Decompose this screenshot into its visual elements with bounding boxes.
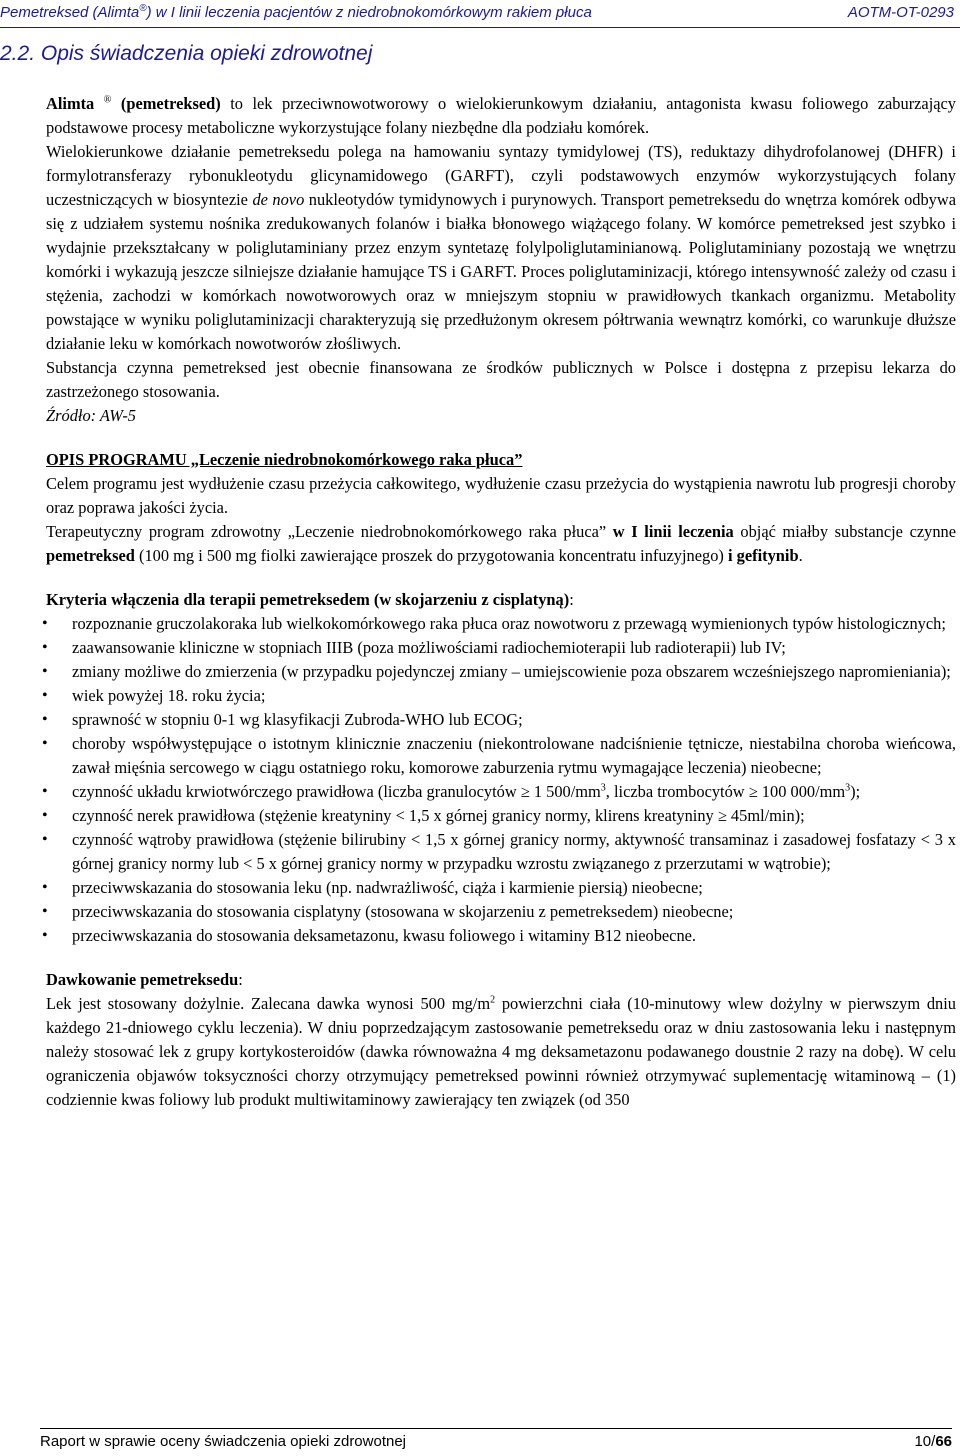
criteria-item: • przeciwwskazania do stosowania cisplatyny (stosowana w skojarzeniu z pemetreksedem) nieobecne; [42, 902, 734, 921]
section-title: 2.2. Opis świadczenia opieki zdrowotnej [0, 42, 373, 65]
footer-report-title: Raport w sprawie oceny świadczenia opieki zdrowotnej [40, 1433, 407, 1450]
header-code: AOTM-OT-0293 [847, 4, 954, 21]
criteria-item: • wiek powyżej 18. roku życia; [42, 686, 266, 705]
mechanism-paragraph: Wielokierunkowe działanie pemetreksedu polega na hamowaniu syntazy tymidylowej (TS), reduktazy dihydrofolanowej (DHFR) i formylotransferazy rybonukleotydu glicynamidowego (GARFT), czyli podstawowych enzymów wykorzystujących folany uczestniczących w biosyntezie de novo nukleotydów tymidynowych i purynowych. Transport pemetreksedu do wnętrza komórek odbywa się z udziałem systemu nośnika zredukowanych folanów i białka błonowego wiążącego folany. W komórce pemetreksed jest szybko i wydajnie przekształcany w poliglutaminiany przez enzym syntetazę folylpoliglutaminianową. Poliglutaminiany pozostają we wnętrzu komórki i wykazują jeszcze silniejsze działanie hamujące TS i GARFT. Proces poliglutaminizacji, którego intensywność zależy od czasu i stężenia, zachodzi w komórkach nowotworowych oraz w mniejszym stopniu w prawidłowych tkankach organizmu. Metabolity powstające w wyniku poliglutaminizacji charakteryzują się przedłużonym okresem półtrwania wewnątrz komórki, co warunkuje dłuższe działanie leku w komórkach nowotworów złośliwych. [46, 142, 956, 353]
criteria-item: • przeciwwskazania do stosowania leku (np. nadwrażliwość, ciąża i karmienie piersią) nieobecne; [42, 878, 703, 897]
program-heading: OPIS PROGRAMU „Leczenie niedrobnokomórkowego raka płuca” [46, 450, 523, 469]
criteria-item: • zmiany możliwe do zmierzenia (w przypadku pojedynczej zmiany – umiejscowienie poza obszarem wcześniejszego napromieniania); [42, 662, 951, 681]
criteria-item: • przeciwwskazania do stosowania deksametazonu, kwasu foliowego i witaminy B12 nieobecne. [42, 926, 697, 945]
criteria-item: • choroby współwystępujące o istotnym klinicznie znaczeniu (niekontrolowane nadciśnienie tętnicze, niestabilna choroba wieńcowa, zawał mięśnia sercowego w ciągu ostatniego roku, komorowe zaburzenia rytmu wymagające leczenia) nieobecne; [42, 734, 956, 777]
header-rule [0, 27, 960, 28]
intro-paragraph: Alimta ® (pemetreksed) to lek przeciwnowotworowy o wielokierunkowym działaniu, antagonista kwasu foliowego zaburzający podstawowe procesy metaboliczne wykorzystujące folany niezbędne dla podziału komórek. [46, 94, 956, 137]
page-number: 10/66 [914, 1433, 952, 1450]
page-footer [40, 1428, 952, 1453]
dosage-paragraph: Lek jest stosowany dożylnie. Zalecana dawka wynosi 500 $mg/m^2$ powierzchni ciała (10-minutowy wlew dożylny w pierwszym dniu każdego 21-dniowego cyklu leczenia). W dniu poprzedzającym zastosowanie pemetreksedu oraz w dniu zastosowania leku i następnym należy stosować lek z grupy kortykosteroidów (dawka równoważna 4 mg deksametazonu podawanego doustnie 2 razy na dobę). W celu ograniczenia objawów toksyczności chorzy otrzymujący pemetreksed powinni również otrzymywać suplementację witaminową – (1) codziennie kwas foliowy lub produkt multiwitaminowy zawierający ten związek (od 350 [46, 994, 956, 1109]
criteria-item: • czynność wątroby prawidłowa (stężenie bilirubiny < 1,5 x górnej granicy normy, aktywność transaminaz i zasadowej fosfatazy < 3 x górnej granicy normy lub < 5 x górnej granicy normy w przypadku wzrostu związanego z przerzutami w wątrobie); [42, 830, 956, 873]
criteria-item: • czynność układu krwiotwórczego prawidłowa (liczba granulocytów ≥ 1 $500/mm^3$, liczba trombocytów ≥ 100 $000/mm^3$); [42, 782, 861, 801]
criteria-item: • czynność nerek prawidłowa (stężenie kreatyniny < 1,5 x górnej granicy normy, klirens kreatyniny ≥ 45ml/min); [42, 806, 805, 825]
criteria-item: • zaawansowanie kliniczne w stopniach IIIB (poza możliwościami radiochemioterapii lub radioterapii) lub IV; [42, 638, 786, 657]
criteria-list [42, 612, 956, 948]
program-goal: Celem programu jest wydłużenie czasu przeżycia całkowitego, wydłużenie czasu przeżycia do wystąpienia nawrotu lub progresji choroby oraz poprawa jakości życia. [46, 474, 956, 517]
criteria-item: • sprawność w stopniu 0-1 wg klasyfikacji Zubroda-WHO lub ECOG; [42, 710, 523, 729]
criteria-item: • rozpoznanie gruczolakoraka lub wielkokomórkowego raka płuca oraz nowotworu z przewagą wymienionych typów histologicznych; [42, 614, 946, 633]
source-note: Źródło: AW-5 [46, 406, 136, 425]
program-description: Terapeutyczny program zdrowotny „Leczenie niedrobnokomórkowego raka płuca” w I linii leczenia objąć miałby substancje czynne pemetreksed (100 mg i 500 mg fiolki zawierające proszek do przygotowania koncentratu infuzyjnego) i gefitynib. [46, 522, 956, 565]
financing-paragraph: Substancja czynna pemetreksed jest obecnie finansowana ze środków publicznych w Polsce i dostępna z przepisu lekarza do zastrzeżonego stosowania. [46, 358, 956, 401]
page-header [0, 4, 960, 26]
document-body [42, 92, 956, 1112]
criteria-heading: Kryteria włączenia dla terapii pemetreksedem (w skojarzeniu z cisplatyną): [46, 590, 574, 609]
dosage-heading: Dawkowanie pemetreksedu: [46, 970, 243, 989]
header-title: Pemetreksed (Alimta®) w I linii leczenia pacjentów z niedrobnokomórkowym rakiem płuca [0, 3, 592, 21]
